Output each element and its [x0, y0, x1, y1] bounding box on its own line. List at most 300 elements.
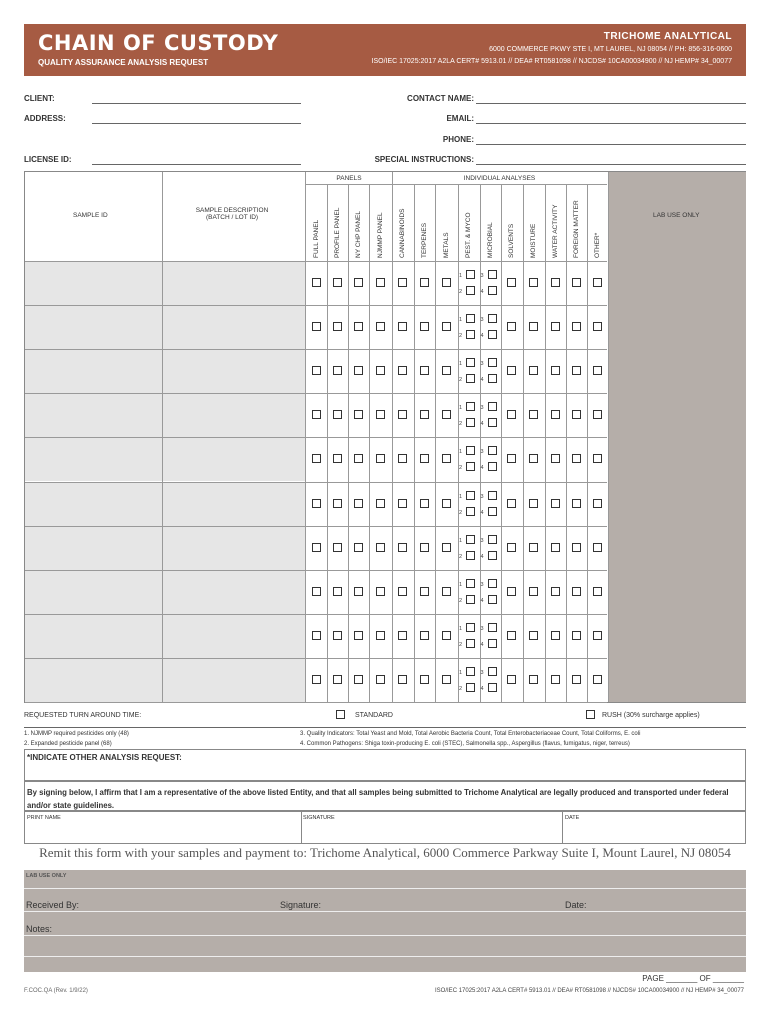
remit-instruction: Remit this form with your samples and payment to: Trichome Analytical, 6000 Commerce Parkway Suite I, Mount Laurel, NJ 08054	[39, 845, 731, 860]
grid-hline	[25, 526, 607, 527]
analysis-checkbox[interactable]	[398, 410, 407, 419]
sub-number: 1	[459, 449, 463, 456]
sub-number: 2	[459, 641, 463, 648]
analysis-checkbox[interactable]	[376, 454, 385, 463]
analysis-checkbox[interactable]	[312, 366, 321, 375]
license-label: LICENSE ID:	[24, 155, 72, 164]
sample-desc-line1: SAMPLE DESCRIPTION	[195, 207, 269, 214]
analysis-checkbox[interactable]	[376, 366, 385, 375]
analysis-checkbox[interactable]	[354, 499, 363, 508]
sub-number: 3	[480, 493, 484, 500]
sub-number: 2	[459, 421, 463, 428]
contact-field[interactable]	[476, 103, 746, 104]
analysis-checkbox[interactable]	[466, 667, 475, 676]
page-subtitle: QUALITY ASSURANCE ANALYSIS REQUEST	[38, 58, 209, 67]
print-name-label: PRINT NAME	[27, 815, 61, 821]
phone-field[interactable]	[476, 144, 746, 145]
analysis-checkbox[interactable]	[593, 278, 602, 287]
column-header: WATER ACTIVITY	[551, 204, 559, 258]
analysis-checkbox[interactable]	[488, 683, 497, 692]
special-instructions-label: SPECIAL INSTRUCTIONS:	[374, 155, 474, 164]
analysis-checkbox[interactable]	[572, 587, 581, 596]
sample-desc-cell[interactable]	[163, 305, 305, 349]
analysis-checkbox[interactable]	[398, 366, 407, 375]
analysis-checkbox[interactable]	[312, 454, 321, 463]
analysis-checkbox[interactable]	[333, 322, 342, 331]
analysis-checkbox[interactable]	[488, 358, 497, 367]
analysis-checkbox[interactable]	[354, 631, 363, 640]
sub-number: 2	[459, 509, 463, 516]
sub-number: 1	[459, 317, 463, 324]
grid-hline	[25, 482, 607, 483]
analysis-checkbox[interactable]	[488, 595, 497, 604]
analysis-checkbox[interactable]	[354, 322, 363, 331]
analysis-checkbox[interactable]	[572, 322, 581, 331]
column-header: SOLVENTS	[508, 223, 515, 258]
signature-field[interactable]	[302, 812, 562, 843]
column-header: FOREIGN MATTER	[572, 200, 580, 258]
analysis-checkbox[interactable]	[376, 631, 385, 640]
affirmation-box	[24, 781, 746, 811]
analysis-checkbox[interactable]	[354, 410, 363, 419]
analysis-checkbox[interactable]	[488, 579, 497, 588]
analysis-checkbox[interactable]	[466, 507, 475, 516]
analysis-checkbox[interactable]	[529, 631, 538, 640]
analysis-checkbox[interactable]	[420, 543, 429, 552]
sub-number: 3	[480, 625, 484, 632]
analysis-checkbox[interactable]	[488, 639, 497, 648]
column-header: TERPENES	[420, 222, 428, 258]
analysis-checkbox[interactable]	[398, 631, 407, 640]
analysis-checkbox[interactable]	[376, 410, 385, 419]
analysis-checkbox[interactable]	[442, 410, 451, 419]
signature-row	[24, 811, 746, 844]
sub-number: 2	[459, 289, 463, 295]
column-header: OTHER*	[593, 232, 601, 258]
analysis-checkbox[interactable]	[466, 491, 475, 500]
sample-desc-cell[interactable]	[163, 437, 305, 481]
sub-number: 1	[459, 361, 463, 368]
analysis-checkbox[interactable]	[529, 278, 538, 287]
analysis-checkbox[interactable]	[333, 631, 342, 640]
analysis-checkbox[interactable]	[398, 587, 407, 596]
analysis-checkbox[interactable]	[551, 322, 560, 331]
column-header: METALS	[442, 232, 450, 258]
sub-number: 1	[459, 625, 463, 632]
sub-number: 2	[459, 553, 463, 560]
analysis-checkbox[interactable]	[442, 278, 451, 287]
grid-hline	[25, 261, 607, 262]
analysis-checkbox[interactable]	[466, 639, 475, 648]
sub-number: 1	[459, 405, 463, 412]
sub-number: 3	[480, 361, 484, 368]
analysis-checkbox[interactable]	[488, 551, 497, 560]
company-certs: ISO/IEC 17025:2017 A2LA CERT# 5913.01 // DEA# RT0581098 // NJCDS# 10CA00034900 // NJ HEMP# 34_00077	[371, 58, 732, 65]
analysis-checkbox[interactable]	[488, 462, 497, 471]
analysis-checkbox[interactable]	[466, 358, 475, 367]
analysis-checkbox[interactable]	[466, 418, 475, 427]
rush-label: RUSH (30% surcharge applies)	[602, 712, 700, 719]
analysis-checkbox[interactable]	[312, 499, 321, 508]
affirmation-text: By signing below, I affirm that I am a representative of the above listed Entity, and that all samples being submitted to Trichome Analytical are legally produced and transported under federal and/or state guidelines.	[27, 788, 729, 810]
address-field[interactable]	[92, 123, 301, 124]
analysis-checkbox[interactable]	[529, 454, 538, 463]
sample-id-cell[interactable]	[25, 570, 162, 614]
analysis-checkbox[interactable]	[529, 543, 538, 552]
analysis-checkbox[interactable]	[488, 286, 497, 295]
analysis-checkbox[interactable]	[420, 278, 429, 287]
analysis-checkbox[interactable]	[398, 499, 407, 508]
sample-id-cell[interactable]	[25, 614, 162, 658]
analysis-checkbox[interactable]	[572, 675, 581, 684]
analysis-checkbox[interactable]	[551, 366, 560, 375]
sample-table	[24, 171, 746, 703]
analysis-checkbox[interactable]	[420, 366, 429, 375]
analysis-checkbox[interactable]	[398, 322, 407, 331]
sample-id-cell[interactable]	[25, 526, 162, 570]
analysis-checkbox[interactable]	[312, 631, 321, 640]
analysis-checkbox[interactable]	[572, 366, 581, 375]
analysis-checkbox[interactable]	[507, 322, 516, 331]
analysis-checkbox[interactable]	[354, 587, 363, 596]
analysis-checkbox[interactable]	[488, 402, 497, 411]
analysis-checkbox[interactable]	[488, 330, 497, 339]
sub-number: 2	[459, 377, 463, 384]
analysis-checkbox[interactable]	[529, 587, 538, 596]
lab-row-line	[24, 888, 746, 889]
analysis-checkbox[interactable]	[466, 286, 475, 295]
analysis-checkbox[interactable]	[572, 454, 581, 463]
analysis-checkbox[interactable]	[507, 499, 516, 508]
analysis-checkbox[interactable]	[312, 322, 321, 331]
analysis-checkbox[interactable]	[529, 675, 538, 684]
analysis-checkbox[interactable]	[312, 278, 321, 287]
analysis-checkbox[interactable]	[507, 278, 516, 287]
sample-id-cell[interactable]	[25, 393, 162, 437]
analysis-checkbox[interactable]	[354, 366, 363, 375]
lab-row-line	[24, 956, 746, 957]
analysis-checkbox[interactable]	[488, 418, 497, 427]
sample-id-cell[interactable]	[25, 658, 162, 702]
analysis-checkbox[interactable]	[551, 454, 560, 463]
sample-desc-line2: (BATCH / LOT ID)	[205, 214, 259, 221]
sub-number: 3	[480, 449, 484, 456]
divider	[24, 727, 746, 728]
client-label: CLIENT:	[24, 94, 55, 103]
analysis-checkbox[interactable]	[529, 322, 538, 331]
note-2: 2. Expanded pesticide panel (68)	[24, 741, 112, 747]
sample-desc-cell[interactable]	[163, 614, 305, 658]
lab-notes-label: Notes:	[26, 924, 53, 934]
lab-row-line	[24, 911, 746, 912]
analysis-checkbox[interactable]	[572, 631, 581, 640]
sample-id-header: SAMPLE ID	[73, 212, 108, 219]
header-banner	[24, 24, 746, 76]
analysis-checkbox[interactable]	[488, 535, 497, 544]
other-analysis-label: *INDICATE OTHER ANALYSIS REQUEST:	[27, 753, 182, 762]
page-title: CHAIN OF CUSTODY	[38, 31, 279, 55]
analysis-checkbox[interactable]	[466, 623, 475, 632]
sub-number: 4	[480, 289, 484, 295]
column-header: PROFILE PANEL	[333, 207, 341, 258]
analysis-checkbox[interactable]	[398, 278, 407, 287]
grid-hline	[25, 570, 607, 571]
analysis-checkbox[interactable]	[312, 587, 321, 596]
analysis-checkbox[interactable]	[442, 322, 451, 331]
sub-number: 2	[459, 465, 463, 472]
analysis-checkbox[interactable]	[466, 683, 475, 692]
analysis-checkbox[interactable]	[529, 366, 538, 375]
analysis-checkbox[interactable]	[420, 587, 429, 596]
panels-header: PANELS	[336, 175, 362, 182]
analysis-checkbox[interactable]	[442, 675, 451, 684]
analysis-checkbox[interactable]	[488, 270, 497, 279]
analysis-checkbox[interactable]	[420, 631, 429, 640]
analysis-checkbox[interactable]	[442, 631, 451, 640]
grid-vline	[608, 172, 609, 702]
analysis-checkbox[interactable]	[507, 587, 516, 596]
sub-number: 3	[480, 537, 484, 544]
sub-number: 1	[459, 537, 463, 544]
column-header: MOISTURE	[530, 223, 537, 258]
analysis-checkbox[interactable]	[572, 278, 581, 287]
analysis-checkbox[interactable]	[593, 587, 602, 596]
sub-number: 1	[459, 273, 463, 279]
sample-desc-header	[163, 207, 301, 221]
sub-number: 4	[480, 509, 484, 516]
analysis-checkbox[interactable]	[333, 499, 342, 508]
rush-checkbox[interactable]	[586, 710, 595, 719]
address-label: ADDRESS:	[24, 114, 66, 123]
analysis-checkbox[interactable]	[376, 278, 385, 287]
license-field[interactable]	[92, 164, 301, 165]
sub-number: 1	[459, 493, 463, 500]
analysis-checkbox[interactable]	[466, 446, 475, 455]
email-field[interactable]	[476, 123, 746, 124]
analysis-checkbox[interactable]	[420, 322, 429, 331]
sample-id-cell[interactable]	[25, 437, 162, 481]
analysis-checkbox[interactable]	[572, 410, 581, 419]
analysis-checkbox[interactable]	[420, 454, 429, 463]
sample-desc-cell[interactable]	[163, 658, 305, 702]
analysis-checkbox[interactable]	[466, 374, 475, 383]
other-analysis-box[interactable]	[24, 749, 746, 781]
analysis-checkbox[interactable]	[551, 587, 560, 596]
analysis-checkbox[interactable]	[507, 675, 516, 684]
sample-id-cell[interactable]	[25, 261, 162, 305]
header-subline	[306, 184, 607, 185]
lab-date-label: Date:	[565, 900, 587, 910]
analysis-checkbox[interactable]	[507, 366, 516, 375]
sub-number: 3	[480, 581, 484, 588]
analysis-checkbox[interactable]	[376, 587, 385, 596]
analysis-checkbox[interactable]	[354, 454, 363, 463]
sample-desc-cell[interactable]	[163, 349, 305, 393]
analysis-checkbox[interactable]	[376, 675, 385, 684]
analysis-checkbox[interactable]	[333, 675, 342, 684]
analysis-checkbox[interactable]	[488, 314, 497, 323]
signature-label: SIGNATURE	[303, 815, 335, 821]
analysis-checkbox[interactable]	[551, 278, 560, 287]
analysis-checkbox[interactable]	[312, 410, 321, 419]
email-label: EMAIL:	[446, 114, 474, 123]
date-field[interactable]	[563, 812, 745, 843]
note-4: 4. Common Pathogens: Shiga toxin-producing E. coli (STEC), Salmonella spp., Aspergillus (flavus, fumigatus, niger, terreus)	[300, 741, 630, 747]
analysis-checkbox[interactable]	[488, 507, 497, 516]
sample-id-cell[interactable]	[25, 482, 162, 526]
analysis-checkbox[interactable]	[312, 675, 321, 684]
sub-number: 3	[480, 317, 484, 324]
analysis-checkbox[interactable]	[529, 499, 538, 508]
analysis-checkbox[interactable]	[466, 314, 475, 323]
analysis-checkbox[interactable]	[398, 675, 407, 684]
analysis-checkbox[interactable]	[529, 410, 538, 419]
client-field[interactable]	[92, 103, 301, 104]
grid-hline	[25, 437, 607, 438]
sub-number: 4	[480, 597, 484, 604]
analysis-checkbox[interactable]	[488, 491, 497, 500]
analysis-checkbox[interactable]	[488, 667, 497, 676]
analysis-checkbox[interactable]	[488, 374, 497, 383]
note-1: 1. NJMMP required pesticides only (48)	[24, 731, 129, 737]
sub-number: 3	[480, 405, 484, 412]
analysis-checkbox[interactable]	[312, 543, 321, 552]
sub-number: 4	[480, 641, 484, 648]
column-header: CANNABINOIDS	[399, 208, 406, 258]
received-by-label: Received By:	[26, 900, 80, 910]
analysis-checkbox[interactable]	[551, 410, 560, 419]
sub-number: 1	[459, 669, 463, 676]
sub-number: 2	[459, 333, 463, 340]
analysis-checkbox[interactable]	[551, 675, 560, 684]
grid-hline	[25, 393, 607, 394]
analysis-checkbox[interactable]	[593, 543, 602, 552]
contact-label: CONTACT NAME:	[407, 94, 474, 103]
form-id: F.COC.QA (Rev. 1/9/22)	[24, 988, 88, 994]
analysis-checkbox[interactable]	[572, 543, 581, 552]
standard-checkbox[interactable]	[336, 710, 345, 719]
special-instructions-field[interactable]	[476, 164, 746, 165]
analysis-checkbox[interactable]	[507, 454, 516, 463]
analysis-checkbox[interactable]	[442, 587, 451, 596]
sample-desc-cell[interactable]	[163, 261, 305, 305]
analysis-checkbox[interactable]	[398, 454, 407, 463]
analysis-checkbox[interactable]	[572, 499, 581, 508]
analysis-checkbox[interactable]	[442, 454, 451, 463]
analysis-checkbox[interactable]	[488, 446, 497, 455]
analysis-checkbox[interactable]	[442, 543, 451, 552]
date-label: DATE	[565, 815, 580, 821]
sub-number: 4	[480, 421, 484, 428]
analysis-checkbox[interactable]	[376, 322, 385, 331]
sample-desc-cell[interactable]	[163, 526, 305, 570]
analysis-checkbox[interactable]	[420, 499, 429, 508]
analysis-checkbox[interactable]	[333, 410, 342, 419]
analysis-checkbox[interactable]	[466, 551, 475, 560]
sample-desc-cell[interactable]	[163, 482, 305, 526]
analysis-checkbox[interactable]	[333, 543, 342, 552]
grid-hline	[25, 702, 607, 703]
note-3: 3. Quality Indicators: Total Yeast and Mold, Total Aerobic Bacteria Count, Total Enterobacteriaceae Count, Total Coliforms, E. coli	[300, 731, 641, 737]
sample-id-cell[interactable]	[25, 349, 162, 393]
analysis-checkbox[interactable]	[354, 543, 363, 552]
grid-hline	[25, 349, 607, 350]
grid-hline	[25, 305, 607, 306]
sub-number: 1	[459, 581, 463, 588]
grid-hline	[25, 614, 607, 615]
analysis-checkbox[interactable]	[333, 587, 342, 596]
column-header: NJMMP PANEL	[376, 212, 384, 258]
sample-desc-cell[interactable]	[163, 393, 305, 437]
analysis-checkbox[interactable]	[593, 322, 602, 331]
analysis-checkbox[interactable]	[376, 543, 385, 552]
analysis-checkbox[interactable]	[466, 595, 475, 604]
lab-use-header: LAB USE ONLY	[653, 212, 700, 219]
print-name-field[interactable]	[25, 812, 301, 843]
sub-number: 3	[480, 273, 484, 279]
sample-id-cell[interactable]	[25, 305, 162, 349]
analysis-checkbox[interactable]	[593, 366, 602, 375]
sub-number: 2	[459, 597, 463, 604]
analysis-checkbox[interactable]	[593, 631, 602, 640]
analysis-checkbox[interactable]	[551, 499, 560, 508]
analysis-checkbox[interactable]	[551, 543, 560, 552]
analysis-checkbox[interactable]	[466, 579, 475, 588]
analysis-checkbox[interactable]	[593, 454, 602, 463]
analysis-checkbox[interactable]	[466, 535, 475, 544]
analysis-checkbox[interactable]	[442, 366, 451, 375]
lab-use-title: LAB USE ONLY	[26, 873, 67, 879]
analysis-checkbox[interactable]	[507, 543, 516, 552]
analysis-checkbox[interactable]	[442, 499, 451, 508]
analysis-checkbox[interactable]	[333, 366, 342, 375]
analysis-checkbox[interactable]	[466, 462, 475, 471]
lab-use-section	[24, 870, 746, 972]
analysis-checkbox[interactable]	[466, 402, 475, 411]
analysis-checkbox[interactable]	[593, 499, 602, 508]
analysis-checkbox[interactable]	[398, 543, 407, 552]
sub-number: 2	[459, 685, 463, 692]
analysis-checkbox[interactable]	[420, 675, 429, 684]
page-count: PAGE _______ OF _______	[642, 974, 744, 983]
analysis-checkbox[interactable]	[420, 410, 429, 419]
analysis-checkbox[interactable]	[551, 631, 560, 640]
analysis-checkbox[interactable]	[488, 623, 497, 632]
column-header: FULL PANEL	[312, 219, 320, 258]
analysis-checkbox[interactable]	[333, 454, 342, 463]
phone-label: PHONE:	[442, 135, 474, 144]
analysis-checkbox[interactable]	[333, 278, 342, 287]
sub-number: 3	[480, 669, 484, 676]
company-address: 6000 COMMERCE PKWY STE I, MT LAUREL, NJ 08054 // PH: 856-316-0600	[489, 46, 732, 53]
analysis-checkbox[interactable]	[466, 270, 475, 279]
analysis-checkbox[interactable]	[376, 499, 385, 508]
sample-desc-cell[interactable]	[163, 570, 305, 614]
analysis-checkbox[interactable]	[354, 675, 363, 684]
analysis-checkbox[interactable]	[466, 330, 475, 339]
sub-number: 4	[480, 333, 484, 340]
analysis-checkbox[interactable]	[354, 278, 363, 287]
analysis-checkbox[interactable]	[507, 631, 516, 640]
sub-number: 4	[480, 553, 484, 560]
turnaround-label: REQUESTED TURN AROUND TIME:	[24, 712, 142, 719]
analysis-checkbox[interactable]	[593, 675, 602, 684]
analysis-checkbox[interactable]	[507, 410, 516, 419]
analysis-checkbox[interactable]	[593, 410, 602, 419]
standard-label: STANDARD	[355, 712, 393, 719]
company-name: TRICHOME ANALYTICAL	[603, 31, 732, 42]
column-header: PEST. & MYCO	[465, 212, 472, 258]
